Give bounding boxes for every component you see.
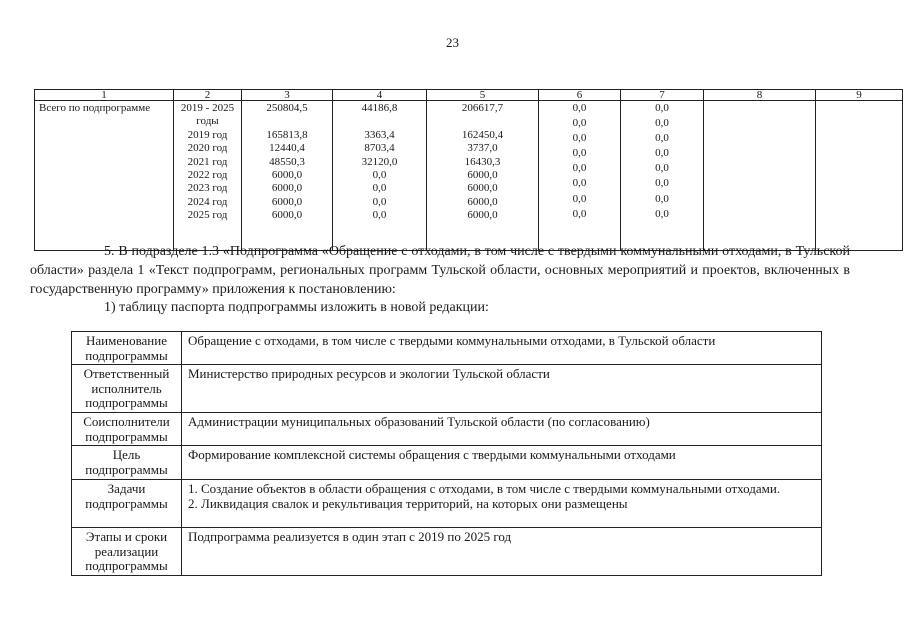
period-label: 2021 год <box>187 155 228 168</box>
col5-value: 206617,7 <box>461 102 504 114</box>
period-label: 2022 год <box>187 168 228 181</box>
col7-value: 0,0 <box>655 177 669 190</box>
col4-value: 32120,0 <box>361 155 398 168</box>
passport-row <box>72 332 822 365</box>
period-label: 2025 год <box>187 209 228 222</box>
period-label: 2019 - 2025 <box>180 102 235 114</box>
paragraph-1: 1) таблицу паспорта подпрограммы изложить в новой редакции: <box>104 300 489 315</box>
col4-value: 44186,8 <box>361 102 398 114</box>
column-header-8: 8 <box>704 90 816 101</box>
col6-cell <box>539 101 621 251</box>
financing-table-header-row <box>35 90 903 101</box>
passport-row <box>72 446 822 480</box>
col5-value: 3737,0 <box>467 142 498 155</box>
financing-total-row <box>35 101 903 251</box>
passport-value-line: Формирование комплексной системы обращения с твердыми коммунальными отходами <box>188 447 676 462</box>
period-label: годы <box>196 115 219 128</box>
col6-value: 0,0 <box>572 147 587 160</box>
col6-value: 0,0 <box>572 132 587 145</box>
passport-label: Ответственный исполнитель подпрограммы <box>72 365 182 413</box>
col8-cell <box>704 101 816 251</box>
col4-value: 0,0 <box>372 195 387 208</box>
col6-value: 0,0 <box>572 102 587 114</box>
period-label: 2019 год <box>187 128 228 141</box>
passport-row <box>72 413 822 446</box>
passport-row <box>72 528 822 576</box>
col6-value: 0,0 <box>572 192 587 205</box>
col6-value: 0,0 <box>572 177 587 190</box>
passport-label: Соисполнители подпрограммы <box>72 413 182 446</box>
passport-row <box>72 480 822 528</box>
column-header-1: 1 <box>35 90 174 101</box>
page-number: 23 <box>446 35 459 50</box>
col3-value: 6000,0 <box>271 209 303 222</box>
period-label: 2023 год <box>187 182 228 195</box>
col3-value: 12440,4 <box>269 142 305 155</box>
col4-value: 0,0 <box>372 168 387 181</box>
passport-value-line: Подпрограмма реализуется в один этап с 2019 по 2025 год <box>188 529 512 544</box>
col4-value: 0,0 <box>372 182 387 195</box>
col6-value: 0,0 <box>572 207 587 220</box>
periods-cell <box>174 101 242 251</box>
passport-label: Задачи подпрограммы <box>72 480 182 528</box>
financing-table <box>34 89 903 251</box>
col7-value: 0,0 <box>655 117 669 130</box>
col7-value: 0,0 <box>655 132 669 145</box>
col6-value: 0,0 <box>572 117 587 130</box>
passport-value-line: Министерство природных ресурсов и экологии Тульской области <box>188 366 550 381</box>
passport-value-line: Администрации муниципальных образований Тульской области (по согласованию) <box>188 414 650 429</box>
col7-value: 0,0 <box>655 207 669 220</box>
passport-value <box>182 413 822 446</box>
passport-table <box>71 331 822 576</box>
column-header-2: 2 <box>174 90 242 101</box>
col7-value: 0,0 <box>655 102 669 114</box>
column-header-4: 4 <box>333 90 427 101</box>
col5-value: 16430,3 <box>464 155 501 168</box>
col3-value: 6000,0 <box>271 182 303 195</box>
passport-row <box>72 365 822 413</box>
column-header-7: 7 <box>621 90 704 101</box>
col6-value: 0,0 <box>572 162 587 175</box>
paragraph-5: 5. В подразделе 1.3 «Подпрограмма «Обращение с отходами, в том числе с твердыми коммунальными отходами, в Тульской области» раздела 1 «Текст подпрограмм, региональных программ Тульской области, основных мероприятий и проектов, включенных в государственную программу» приложения к постановлению: <box>30 244 850 297</box>
col7-value: 0,0 <box>655 147 669 160</box>
col3-value: 165813,8 <box>266 128 308 141</box>
passport-label: Этапы и сроки реализации подпрограммы <box>72 528 182 576</box>
col4-value: 8703,4 <box>364 142 395 155</box>
row-label: Всего по подпрограмме <box>39 102 151 114</box>
col5-value: 6000,0 <box>467 195 498 208</box>
passport-value-line: 2. Ликвидация свалок и рекультивация территорий, на которых они размещены <box>188 495 628 511</box>
period-label: 2020 год <box>187 142 228 155</box>
col5-value: 6000,0 <box>467 182 498 195</box>
col3-value: 48550,3 <box>269 155 305 168</box>
column-header-5: 5 <box>427 90 539 101</box>
col7-value: 0,0 <box>655 162 669 175</box>
col5-value: 6000,0 <box>467 168 498 181</box>
col9-cell <box>816 101 903 251</box>
col4-cell <box>333 101 427 251</box>
passport-value <box>182 446 822 480</box>
passport-label: Наименование подпрограммы <box>72 332 182 365</box>
col4-value: 3363,4 <box>364 128 395 141</box>
column-header-9: 9 <box>816 90 903 101</box>
col3-value: 6000,0 <box>271 168 303 181</box>
passport-value <box>182 480 822 528</box>
passport-value-line: Обращение с отходами, в том числе с твердыми коммунальными отходами, в Тульской области <box>188 333 716 348</box>
col4-value: 0,0 <box>372 209 387 222</box>
col3-value: 6000,0 <box>271 195 303 208</box>
row-label-cell <box>35 101 174 251</box>
passport-value <box>182 528 822 576</box>
column-header-3: 3 <box>242 90 333 101</box>
col3-value: 250804,5 <box>266 102 308 114</box>
col5-cell <box>427 101 539 251</box>
passport-value <box>182 332 822 365</box>
passport-label: Цель подпрограммы <box>72 446 182 480</box>
col5-value: 162450,4 <box>461 128 504 141</box>
col7-cell <box>621 101 704 251</box>
passport-value <box>182 365 822 413</box>
column-header-6: 6 <box>539 90 621 101</box>
col3-cell <box>242 101 333 251</box>
col5-value: 6000,0 <box>467 209 498 222</box>
col7-value: 0,0 <box>655 192 669 205</box>
passport-value-line: 1. Создание объектов в области обращения с отходами, в том числе с твердыми коммунальными отходами. <box>188 481 781 496</box>
period-label: 2024 год <box>187 195 228 208</box>
